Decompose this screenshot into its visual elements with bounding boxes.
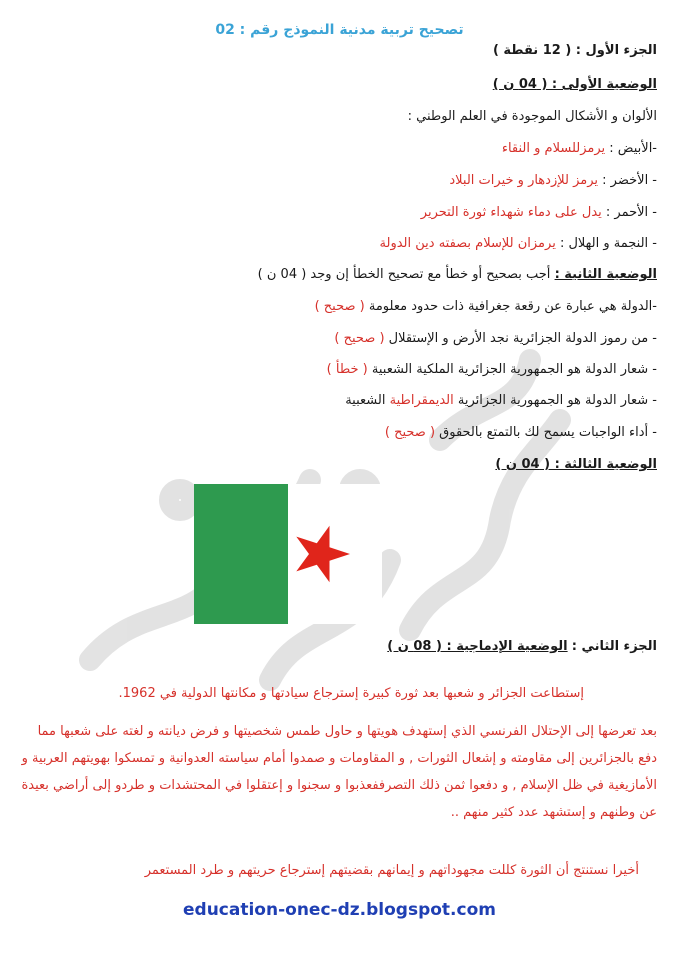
part2-heading: الوضعية الإدماجية : ( 08 ن ) (387, 639, 568, 654)
item-answer: ( صحيح ) (314, 299, 365, 314)
item-text: - من رموز الدولة الجزائرية نجد الأرض و الإستقلال (388, 331, 657, 346)
list-item (17, 392, 657, 410)
list-item (17, 235, 657, 253)
paragraph-intro: إستطاعت الجزائر و شعبها بعد ثورة كبيرة إسترجاع سيادتها و مكانتها الدولية في 1962. (118, 686, 584, 701)
item-label: -الأبيض : (609, 141, 657, 156)
list-item (17, 424, 657, 442)
item-answer: يرمزان للإسلام بصفته دين الدولة (379, 236, 556, 251)
item-text: - أداء الواجبات يسمح لك بالتمتع بالحقوق (439, 425, 657, 440)
paragraph-body: بعد تعرضها إلى الإحتلال الفرنسي الذي إستهدف هويتها و حاول طمس شخصيتها و فرض ديانته و لغته على شعبها مما دفع بالجزائرين إلى مقاومته و إشعال الثورات , و المقاومات و صمدوا أمام سياسته العدوانية و تمسكوا بهويتهم العربية و الأمازيغية في ظل الإسلام , و دفعوا ثمن ذلك التصرففعذبوا و سجنوا و إعتقلوا في المحتشدات و طردو إلى أراضي بعيدة عن وطنهم و إستشهد عدد كثير منهم .. (21, 724, 657, 820)
item-answer: ( صحيح ) (384, 425, 436, 440)
part2-header (17, 638, 657, 656)
item-answer: ( خطأ ) (326, 362, 368, 377)
situation3-heading: الوضعية الثالثة : ( 04 ن ) (495, 457, 657, 472)
item-highlight: الديمقراطية (389, 393, 454, 408)
list-item (17, 172, 657, 190)
item-label: - الأخضر : (602, 173, 657, 188)
list-item (17, 204, 657, 222)
item-text: - شعار الدولة هو الجمهورية الجزائرية (457, 393, 657, 408)
list-item (17, 140, 657, 158)
item-text: - شعار الدولة هو الجمهورية الجزائرية الملكية الشعبية (371, 362, 657, 377)
part1-heading: الجزء الأول : ( 12 نقطة ) (492, 43, 657, 58)
algerian-flag-image (194, 484, 382, 624)
item-answer: يرمز للإزدهار و خيرات البلاد (449, 173, 599, 188)
situation1-heading: الوضعية الأولى : ( 04 ن ) (492, 77, 657, 92)
item-answer: يدل على دماء شهداء ثورة التحرير (420, 205, 602, 220)
item-label: - الأحمر : (605, 205, 657, 220)
list-item (17, 361, 657, 379)
situation2-header (17, 266, 657, 284)
paragraph-conclusion: أخيرا نستنتج أن الثورة كللت مجهوداتهم و إيمانهم بقضيتهم إسترجاع حريتهم و طرد المستعمر (144, 863, 639, 878)
footer-url[interactable]: education-onec-dz.blogspot.com (183, 900, 496, 920)
item-text: -الدولة هي عبارة عن رقعة جغرافية ذات حدود معلومة (368, 299, 657, 314)
item-text: الشعبية (345, 393, 386, 408)
item-answer: يرمزللسلام و النقاء (501, 141, 606, 156)
list-item (17, 330, 657, 348)
page-title: تصحيح تربية مدنية النموذج رقم : 02 (215, 22, 464, 38)
situation2-heading: الوضعية الثانية : (554, 267, 657, 282)
situation1-intro: الألوان و الأشكال الموجودة في العلم الوطني : (407, 109, 657, 124)
list-item (17, 298, 657, 316)
situation2-instruction: أجب بصحيح أو خطأ مع تصحيح الخطأ إن وجد ( 04 ن ) (257, 267, 551, 282)
flag-green-half (194, 484, 288, 624)
part2-label: الجزء الثاني : (571, 639, 657, 654)
item-answer: ( صحيح ) (334, 331, 385, 346)
item-label: - النجمة و الهلال : (559, 236, 657, 251)
